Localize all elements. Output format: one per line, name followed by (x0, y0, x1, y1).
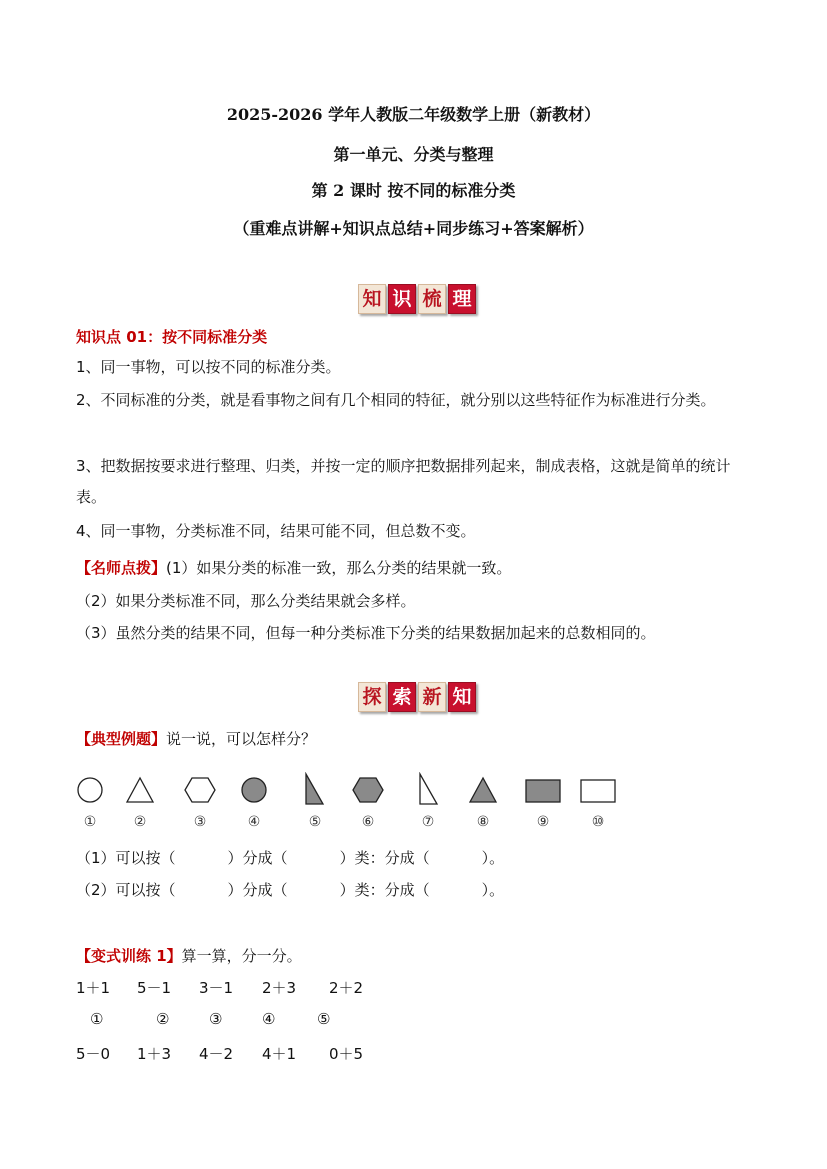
banner-char: 理 (448, 284, 476, 314)
expression: 5－0 (76, 1045, 111, 1063)
white-triangle-shape (127, 778, 153, 802)
shape-number: ⑥ (361, 814, 375, 830)
lesson-title: 第 2 课时 按不同的标准分类 (311, 181, 516, 200)
banner-char: 识 (388, 284, 416, 314)
variant-label: 【变式训练 1】 (76, 947, 182, 965)
circled-number-row (76, 1010, 476, 1034)
banner-char: 梳 (418, 284, 446, 314)
shape-number: ⑨ (536, 814, 550, 830)
shape-number: ① (83, 814, 97, 830)
circled-number: ① (90, 1010, 104, 1028)
unit-title: 第一单元、分类与整理 (333, 145, 494, 164)
shape-number: ⑧ (476, 814, 490, 830)
teacher-tip-label: 【名师点拨】 (76, 559, 167, 577)
shapes-figure (76, 772, 636, 812)
teacher-tip-1 (76, 553, 756, 584)
question-text: ）类：分成（ (339, 881, 430, 899)
white-hexagon-shape (185, 778, 215, 802)
teacher-tip-text: (1）如果分类的标准一致，那么分类的结果就一致。 (166, 559, 512, 577)
expression: 3－1 (199, 979, 234, 997)
banner-char: 知 (358, 284, 386, 314)
banner-char: 探 (358, 682, 386, 712)
gray-right-triangle-shape (306, 774, 323, 804)
knowledge-point-3: 3、把数据按要求进行整理、归类，并按一定的顺序把数据排列起来，制成表格，这就是简单的统计表。 (76, 457, 731, 506)
expression: 2＋3 (262, 979, 297, 997)
shape-number: ② (133, 814, 147, 830)
gray-hexagon-shape (353, 778, 383, 802)
variant-question: 算一算，分一分。 (181, 947, 302, 965)
knowledge-point-1: 1、同一事物，可以按不同的标准分类。 (76, 358, 341, 376)
doc-title: 2025-2026 学年人教版二年级数学上册（新教材） (226, 105, 601, 124)
expression-row-1 (76, 977, 476, 1001)
expression: 0＋5 (329, 1045, 364, 1063)
gray-rectangle-shape (526, 780, 560, 802)
shape-number: ⑦ (421, 814, 435, 830)
banner-char: 索 (388, 682, 416, 712)
example-label: 【典型例题】 (76, 730, 167, 748)
shape-number: ④ (247, 814, 261, 830)
section-banner-knowledge (358, 284, 476, 314)
fill-question-1 (76, 843, 756, 874)
expression: 1＋3 (137, 1045, 172, 1063)
expression: 1＋1 (76, 979, 111, 997)
fill-question-2 (76, 875, 756, 906)
circled-number: ② (156, 1010, 170, 1028)
banner-char: 知 (448, 682, 476, 712)
circled-number: ③ (209, 1010, 223, 1028)
gray-circle-shape (242, 778, 266, 802)
question-text: ）。 (481, 849, 505, 867)
shape-number-row (76, 814, 636, 834)
gray-triangle-shape (470, 778, 496, 802)
subtitle: （重难点讲解+知识点总结+同步练习+答案解析） (233, 219, 594, 238)
circled-number: ④ (262, 1010, 276, 1028)
question-text: （1）可以按（ (76, 849, 176, 867)
question-text: ）分成（ (227, 881, 288, 899)
white-circle-shape (78, 778, 102, 802)
white-right-triangle-shape (420, 774, 437, 804)
shape-number: ③ (193, 814, 207, 830)
shape-number: ⑤ (308, 814, 322, 830)
knowledge-heading: 知识点 01：按不同标准分类 (76, 328, 268, 346)
example-question: 说一说，可以怎样分？ (166, 730, 317, 748)
section-banner-explore (358, 682, 476, 712)
variant-prompt (76, 941, 756, 972)
white-rectangle-shape (581, 780, 615, 802)
expression-row-2 (76, 1043, 476, 1067)
teacher-tip-2: （2）如果分类标准不同，那么分类结果就会多样。 (76, 592, 416, 610)
teacher-tip-3: （3）虽然分类的结果不同，但每一种分类标准下分类的结果数据加起来的总数相同的。 (76, 624, 656, 642)
shape-number: ⑩ (591, 814, 605, 830)
question-text: ）。 (481, 881, 505, 899)
question-text: （2）可以按（ (76, 881, 176, 899)
question-text: ）类：分成（ (339, 849, 430, 867)
circled-number: ⑤ (317, 1010, 331, 1028)
expression: 2＋2 (329, 979, 364, 997)
expression: 4＋1 (262, 1045, 297, 1063)
knowledge-point-4: 4、同一事物，分类标准不同，结果可能不同，但总数不变。 (76, 522, 476, 540)
expression: 5－1 (137, 979, 172, 997)
example-prompt (76, 724, 756, 755)
question-text: ）分成（ (227, 849, 288, 867)
banner-char: 新 (418, 682, 446, 712)
expression: 4－2 (199, 1045, 234, 1063)
knowledge-point-2: 2、不同标准的分类，就是看事物之间有几个相同的特征，就分别以这些特征作为标准进行分类。 (76, 391, 716, 409)
